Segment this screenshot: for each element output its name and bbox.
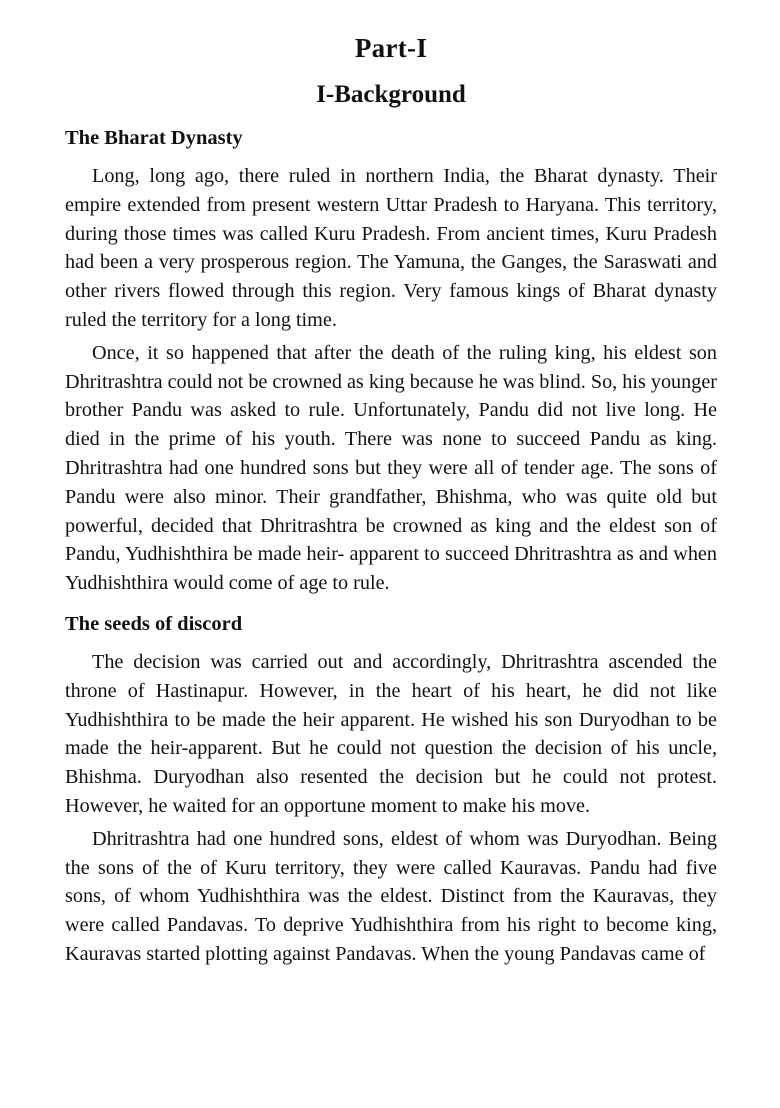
section-heading-bharat-dynasty: The Bharat Dynasty <box>65 127 243 149</box>
book-page <box>65 30 717 969</box>
paragraph: Long, long ago, there ruled in northern India, the Bharat dynasty. Their empire extended from present western Uttar Pradesh to Haryana. This territory, during those times was called Kuru Pradesh. From ancient times, Kuru Pradesh had been a very prosperous region. The Yamuna, the Ganges, the Saraswati and other rivers flowed through this region. Very famous kings of Bharat dynasty ruled the territory for a long time. <box>65 165 717 331</box>
paragraph: The decision was carried out and accordingly, Dhritrashtra ascended the throne of Hastinapur. However, in the heart of his heart, he did not like Yudhishthira to be made the heir apparent. He wished his son Duryodhan to be made the heir-apparent. But he could not question the decision of his uncle, Bhishma. Duryodhan also resented the decision but he could not protest. However, he waited for an opportune moment to make his move. <box>65 650 717 817</box>
section-heading-seeds-of-discord: The seeds of discord <box>65 612 243 635</box>
paragraph: Once, it so happened that after the death of the ruling king, his eldest son Dhritrashtra could not be crowned as king because he was blind. So, his younger brother Pandu was asked to rule. Unfortunately, Pandu did not live long. He died in the prime of his youth. There was none to succeed Pandu as king. Dhritrashtra had one hundred sons but they were all of tender age. The sons of Pandu were also minor. Their grandfather, Bhishma, who was quite old but powerful, decided that Dhritrashtra be crowned as king and the eldest son of Pandu, Yudhishthira be made heir- apparent to succeed Dhritrashtra as and when Yudhishthira would come of age to rule. <box>65 341 718 595</box>
paragraph: Dhritrashtra had one hundred sons, eldest of whom was Duryodhan. Being the sons of the of Kuru territory, they were called Kauravas. Pandu had five sons, of whom Yudhishthira was the eldest. Distinct from the Kauravas, they were called Pandavas. To deprive Yudhishthira from his right to become king, Kauravas started plotting against Pandavas. When the young Pandavas came of <box>65 827 717 965</box>
chapter-title: I-Background <box>316 81 466 108</box>
part-title: Part-I <box>354 33 428 63</box>
